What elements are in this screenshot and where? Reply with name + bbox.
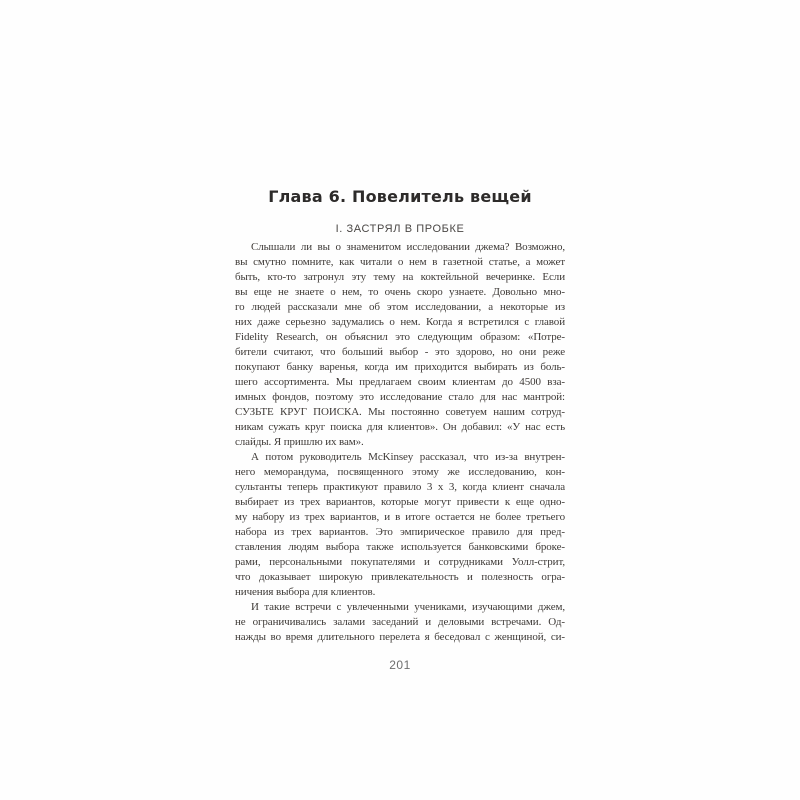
text-line: нажды во время длительного перелета я беседовал с женщиной, си-	[235, 631, 565, 643]
text-line: го людей рассказали мне об этом исследовании, а некоторые из	[235, 301, 565, 313]
paragraph	[235, 240, 565, 450]
text-line: Слышали ли вы о знаменитом исследовании джема? Возможно,	[251, 241, 565, 253]
text-line: них даже серьезно задумались о нем. Когда я встретился с главой	[235, 316, 565, 328]
text-line: шего ассортимента. Мы предлагаем своим клиентам до 4500 вза-	[235, 376, 565, 388]
text-line: СУЗЬТЕ КРУГ ПОИСКА. Мы постоянно советуем нашим сотруд-	[235, 406, 565, 418]
text-line: вы еще не знаете о нем, то очень скоро узнаете. Довольно мно-	[235, 286, 565, 298]
text-line: никам сужать круг поиска для клиентов». Он добавил: «У нас есть	[235, 421, 565, 433]
text-line: Fidelity Research, он объяснил это следующим образом: «Потре-	[235, 331, 565, 343]
text-line: бители считают, что больший выбор - это здорово, но они реже	[235, 346, 565, 358]
text-line: му набору из трех вариантов, и в итоге остается не более третьего	[235, 511, 565, 523]
text-line: не ограничивались залами заседаний и деловыми встречами. Од-	[235, 616, 565, 628]
text-line: вы смутно помните, как читали о нем в газетной статье, а может	[235, 256, 565, 268]
text-line: покупают банку варенья, когда им приходится выбирать из боль-	[235, 361, 565, 373]
text-line: сультанты теперь практикуют правило 3 х 3, когда клиент сначала	[235, 481, 565, 493]
text-line: выбирает из трех вариантов, которые могут привести к еще одно-	[235, 496, 565, 508]
chapter-title: Глава 6. Повелитель вещей	[268, 187, 532, 206]
text-line: имных фондов, поэтому это исследование стало для нас мантрой:	[235, 391, 565, 403]
text-line: ставления людям выбора также используется банковскими броке-	[235, 541, 565, 553]
text-line: И такие встречи с увлеченными учениками, изучающими джем,	[251, 601, 565, 613]
paragraph	[235, 600, 565, 645]
paragraph	[235, 450, 565, 600]
text-line: слайды. Я пришлю их вам».	[235, 436, 364, 448]
text-line: ничения выбора для клиентов.	[235, 586, 376, 598]
text-line: быть, кто-то затронул эту тему на коктейльной вечеринке. Если	[235, 271, 565, 283]
page-number: 201	[389, 658, 411, 672]
body-text	[235, 240, 565, 645]
text-line: А потом руководитель McKinsey рассказал, что из-за внутрен-	[251, 451, 565, 463]
page-content	[235, 186, 565, 672]
text-line: что доказывает широкую привлекательность и полезность огра-	[235, 571, 565, 583]
text-line: него меморандума, посвященного этому же исследованию, кон-	[235, 466, 565, 478]
text-line: набора из трех вариантов. Это эмпирическое правило для пред-	[235, 526, 565, 538]
section-title: I. ЗАСТРЯЛ В ПРОБКЕ	[335, 223, 465, 235]
text-line: рами, персональными покупателями и сотрудниками Уолл-стрит,	[235, 556, 565, 568]
